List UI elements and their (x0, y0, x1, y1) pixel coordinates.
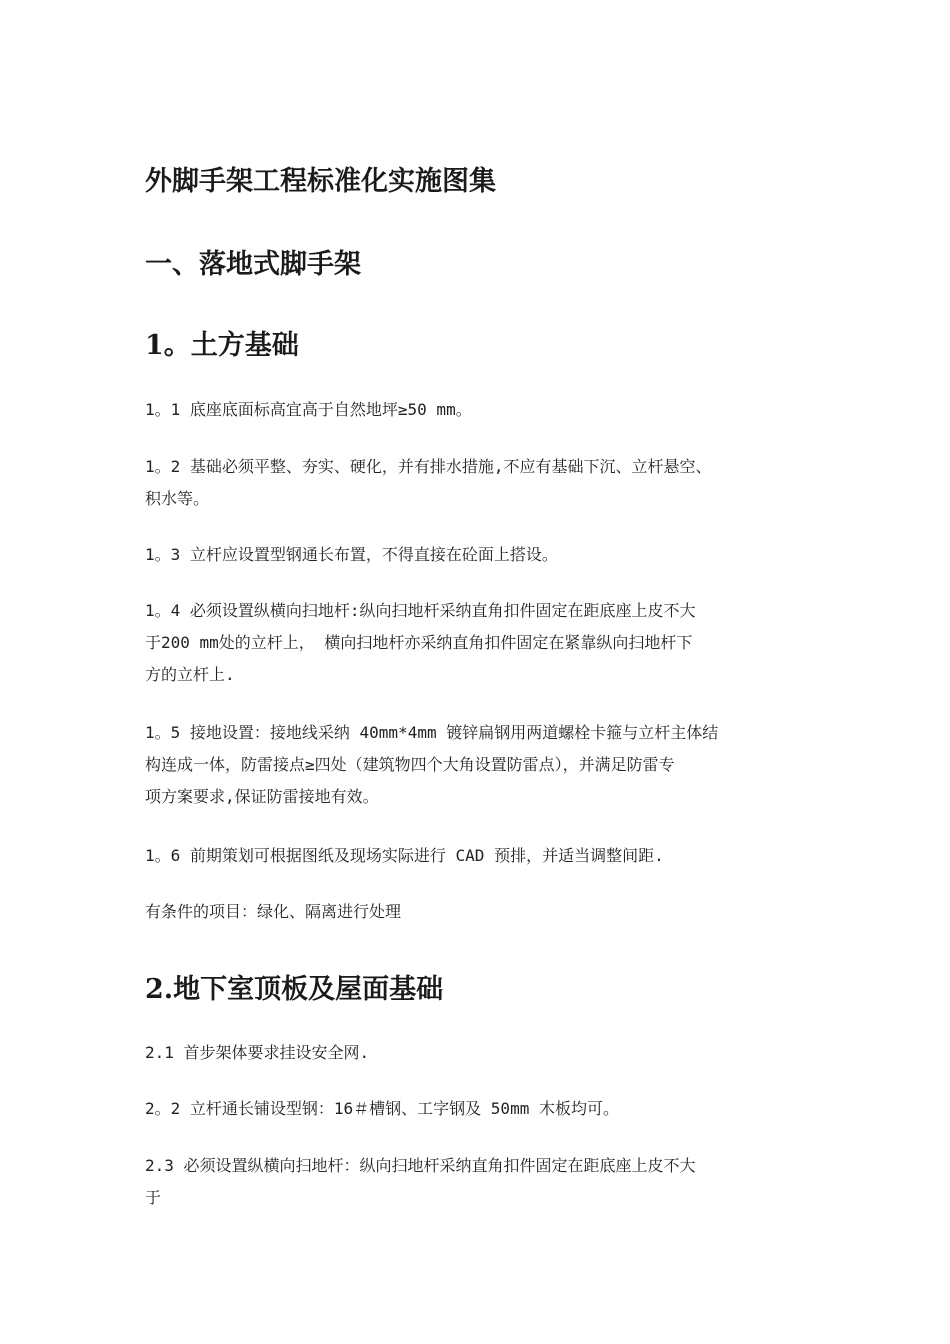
paragraph-line: 方的立杆上. (145, 665, 235, 684)
paragraph-1-3 (145, 539, 815, 571)
paragraph-line: 积水等。 (145, 489, 210, 508)
paragraph-1-4 (145, 595, 815, 691)
paragraph-line: 1。5 接地设置：接地线采纳 40mm*4mm 镀锌扁钢用两道螺栓卡箍与立杆主体结 (145, 723, 719, 742)
paragraph-1-2 (145, 451, 815, 515)
section-heading-floor-scaffold: 一、落地式脚手架 (145, 249, 361, 280)
paragraph-line: 于200 mm处的立杆上， 横向扫地杆亦采纳直角扣件固定在紧靠纵向扫地杆下 (145, 633, 693, 652)
paragraph-line: 有条件的项目：绿化、隔离进行处理 (145, 902, 402, 921)
paragraph-line: 1。2 基础必须平整、夯实、硬化，并有排水措施,不应有基础下沉、立杆悬空、 (145, 457, 712, 476)
paragraph-conditional-projects (145, 896, 815, 928)
paragraph-1-1 (145, 394, 815, 426)
paragraph-1-6 (145, 840, 815, 872)
paragraph-line: 1。1 底座底面标高宜高于自然地坪≥50 mm。 (145, 400, 472, 419)
paragraph-1-5 (145, 717, 815, 813)
document-title: 外脚手架工程标准化实施图集 (145, 166, 496, 197)
paragraph-line: 1。3 立杆应设置型钢通长布置，不得直接在砼面上搭设。 (145, 545, 558, 564)
subsection-heading-earth-foundation: 1。土方基础 (145, 330, 299, 361)
paragraph-line: 于 (145, 1188, 162, 1207)
subsection-heading-basement-roof: 2.地下室顶板及屋面基础 (145, 974, 444, 1005)
paragraph-line: 2。2 立杆通长铺设型钢：16＃槽钢、工字钢及 50mm 木板均可。 (145, 1099, 619, 1118)
paragraph-line: 1。4 必须设置纵横向扫地杆:纵向扫地杆采纳直角扣件固定在距底座上皮不大 (145, 601, 696, 620)
paragraph-2-2 (145, 1093, 815, 1125)
paragraph-line: 构连成一体，防雷接点≥四处（建筑物四个大角设置防雷点），并满足防雷专 (145, 755, 675, 774)
paragraph-line: 2.3 必须设置纵横向扫地杆：纵向扫地杆采纳直角扣件固定在距底座上皮不大 (145, 1156, 696, 1175)
paragraph-line: 项方案要求,保证防雷接地有效。 (145, 787, 379, 806)
paragraph-line: 2.1 首步架体要求挂设安全网. (145, 1043, 370, 1062)
paragraph-2-1 (145, 1037, 815, 1069)
paragraph-line: 1。6 前期策划可根据图纸及现场实际进行 CAD 预排，并适当调整间距. (145, 846, 664, 865)
paragraph-2-3 (145, 1150, 815, 1214)
